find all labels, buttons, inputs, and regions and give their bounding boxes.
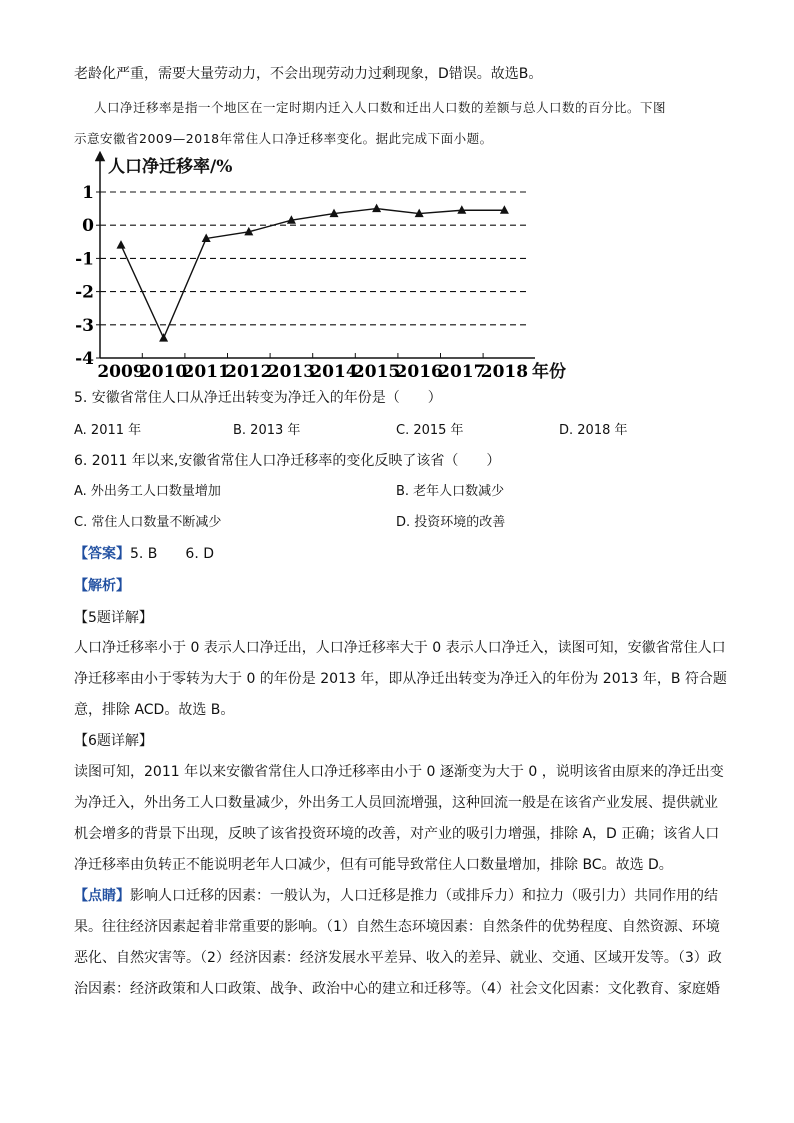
detail-5-line-3: 意，排除 ACD。故选 B。 [74,702,235,718]
q6-option-d: D. 投资环境的改善 [396,515,506,530]
y-tick-label: -4 [75,349,94,369]
intro-line-2: 示意安徽省2009—2018年常住人口净迁移率变化。据此完成下面小题。 [74,131,493,146]
x-tick-label: 2011 [182,362,230,382]
detail-6-line-3: 机会增多的背景下出现，反映了该省投资环境的改善，对产业的吸引力增强，排除 A，D 正确；该省人口 [74,826,720,842]
x-tick-label: 2013 [267,362,316,382]
detail-6-line-1: 读图可知，2011 年以来安徽省常住人口净迁移率由小于 0 逐渐变为大于 0 ，说明该省由原来的净迁出变 [74,764,724,780]
data-point-marker [372,204,381,213]
answer-line [74,544,214,564]
x-tick-label: 2018 [480,362,529,382]
migration-rate-chart [75,150,580,382]
data-point-marker [500,205,509,214]
y-tick-label: 0 [82,216,94,237]
question-5-stem: 5. 安徽省常住人口从净迁出转变为净迁入的年份是（ ） [74,390,442,406]
question-6-stem: 6. 2011 年以来,安徽省常住人口净迁移率的变化反映了该省（ ） [74,453,501,469]
tip-tag: 【点睛】 [74,888,130,904]
q6-option-c: C. 常住人口数量不断减少 [74,515,222,530]
y-tick-label: -2 [75,282,94,303]
q5-option-d: D. 2018 年 [559,423,628,438]
text-line: 老龄化严重，需要大量劳动力，不会出现劳动力过剩现象，D错误。故选B。 [74,66,543,82]
data-point-marker [117,240,126,249]
y-tick-label: 1 [82,183,94,203]
x-tick-label: 2017 [438,362,486,382]
x-tick-label: 2009 [97,362,145,382]
x-axis-label: 年份 [532,362,566,382]
data-point-marker [457,205,466,214]
y-tick-label: -1 [75,249,94,270]
detail-5-line-1: 人口净迁移率小于 0 表示人口净迁出，人口净迁移率大于 0 表示人口净迁入，读图可知，安徽省常住人口 [74,640,726,656]
chart-title: 人口净迁移率/% [108,157,233,177]
tip-line-2: 果。往往经济因素起着非常重要的影响。（1）自然生态环境因素：自然条件的优势程度、自然资源、环境 [74,919,720,935]
x-tick-label: 2010 [139,362,188,382]
data-point-marker [159,333,168,342]
analysis-tag: 【解析】 [74,578,130,594]
series-line [121,209,504,338]
q6-option-b: B. 老年人口数减少 [396,484,505,499]
x-tick-label: 2015 [352,362,401,382]
x-tick-label: 2012 [225,362,273,382]
answer-text: 5. B 6. D [130,546,214,562]
tip-line-3: 恶化、自然灾害等。（2）经济因素：经济发展水平差异、收入的差异、就业、交通、区域开发等。（3）政 [74,950,722,966]
q5-option-c: C. 2015 年 [396,423,464,438]
detail-6-line-4: 净迁移率由负转正不能说明老年人口减少，但有可能导致常住人口数量增加，排除 BC。故选 D。 [74,857,673,873]
q6-option-a: A. 外出务工人口数量增加 [74,484,221,499]
tip-line-4: 治因素：经济政策和人口政策、战争、政治中心的建立和迁移等。（4）社会文化因素：文化教育、家庭婚 [74,981,720,997]
answer-tag: 【答案】 [74,546,130,562]
detail-6-line-2: 为净迁入，外出务工人口数量减少，外出务工人员回流增强，这种回流一般是在该省产业发展、提供就业 [74,795,718,811]
q5-option-b: B. 2013 年 [233,423,301,438]
detail-5-line-2: 净迁移率由小于零转为大于 0 的年份是 2013 年，即从净迁出转变为净迁入的年份为 2013 年，B 符合题 [74,671,727,687]
detail-6-tag: 【6题详解】 [74,733,153,749]
x-tick-label: 2014 [310,362,358,382]
y-tick-label: -3 [75,315,94,336]
detail-5-tag: 【5题详解】 [74,610,153,626]
q5-option-a: A. 2011 年 [74,423,142,438]
x-tick-label: 2016 [395,362,443,382]
tip-text-1: 影响人口迁移的因素：一般认为，人口迁移是推力（或排斥力）和拉力（吸引力）共同作用的结 [130,888,718,904]
tip-line-1 [74,886,718,906]
intro-line-1: 人口净迁移率是指一个地区在一定时期内迁入人口数和迁出人口数的差额与总人口数的百分比。下图 [94,100,667,115]
